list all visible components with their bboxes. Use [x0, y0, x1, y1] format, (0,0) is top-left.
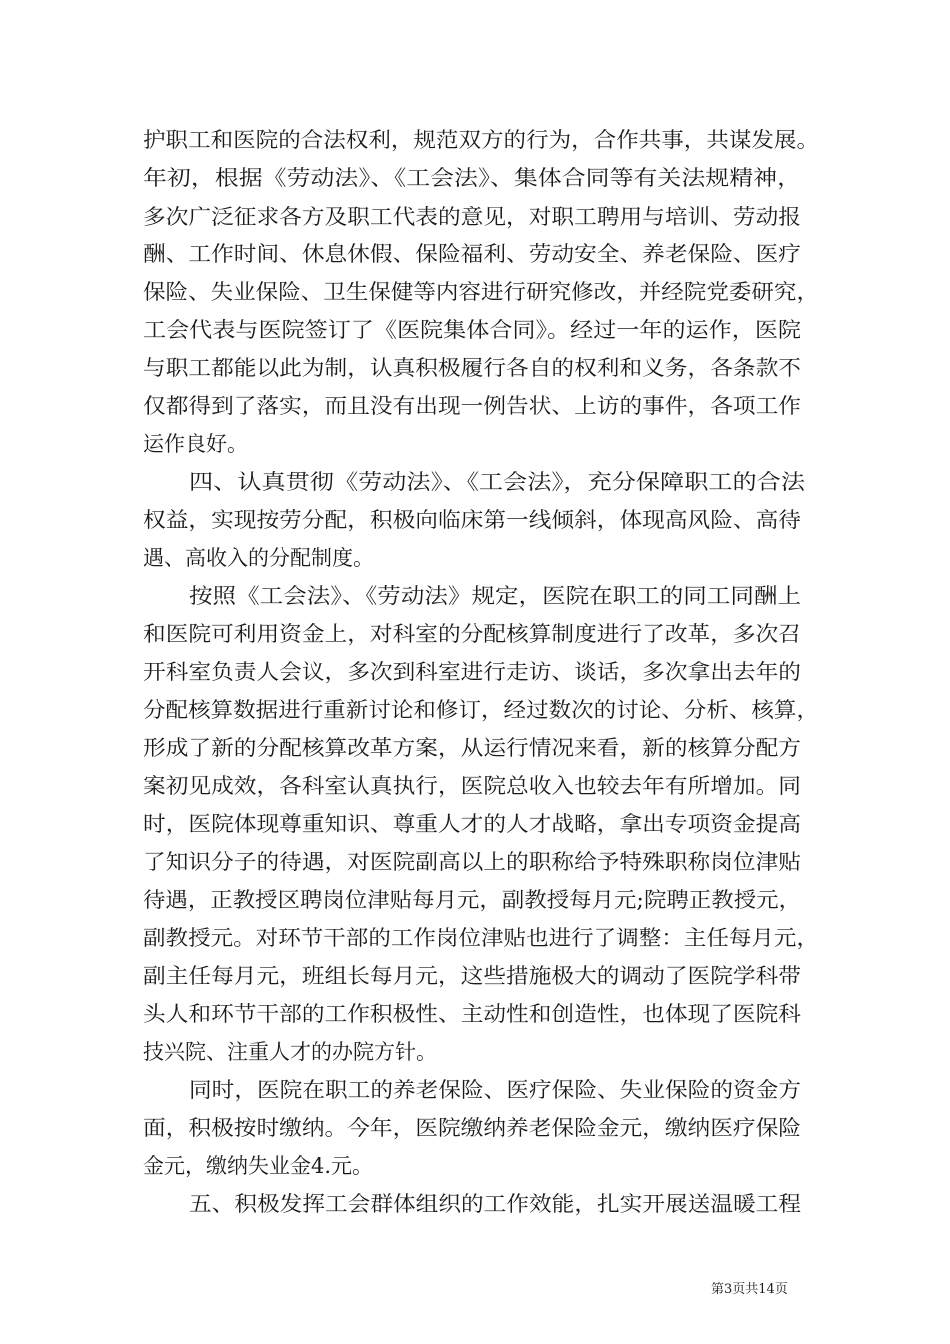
- text-line: [0, 804, 950, 844]
- text-line-content: 仅都得到了落实，而且没有出现一例告状、上访的事件，各项工作: [143, 394, 801, 418]
- text-line-content: 技兴院、注重人才的办院方针。: [143, 1040, 437, 1064]
- text-line: [0, 728, 950, 768]
- text-line-content: 面，积极按时缴纳。今年，医院缴纳养老保险金元，缴纳医疗保险: [143, 1116, 801, 1140]
- text-line: [0, 462, 950, 502]
- text-line-content: 金元，缴纳失业金4.元。: [143, 1154, 374, 1178]
- text-line: [0, 652, 950, 692]
- text-line: [0, 120, 950, 160]
- text-line-content: 保险、失业保险、卫生保健等内容进行研究修改，并经院党委研究，: [143, 280, 820, 304]
- text-line-content: 遇、高收入的分配制度。: [143, 546, 374, 570]
- text-line-content: 副主任每月元，班组长每月元，这些措施极大的调动了医院学科带: [143, 964, 801, 988]
- text-line: [0, 158, 950, 198]
- text-line: [0, 1146, 950, 1186]
- text-line: [0, 614, 950, 654]
- text-line-content: 护职工和医院的合法权利，规范双方的行为，合作共事，共谋发展。: [143, 128, 820, 152]
- text-line: [0, 1184, 950, 1224]
- text-line: [0, 1032, 950, 1072]
- text-line-content: 分配核算数据进行重新讨论和修订，经过数次的讨论、分析、核算，: [143, 698, 820, 722]
- text-line: [0, 880, 950, 920]
- text-line: [0, 197, 950, 237]
- text-line-content: 形成了新的分配核算改革方案，从运行情况来看，新的核算分配方: [143, 736, 801, 760]
- text-line: [0, 348, 950, 388]
- text-line-content: 五、积极发挥工会群体组织的工作效能，扎实开展送温暖工程: [189, 1192, 802, 1216]
- text-line-content: 权益，实现按劳分配，积极向临床第一线倾斜，体现高风险、高待: [143, 508, 801, 532]
- text-line-content: 工会代表与医院签订了《医院集体合同》。经过一年的运作，医院: [143, 318, 801, 342]
- text-line-content: 年初，根据《劳动法》、《工会法》、集体合同等有关法规精神，: [143, 166, 801, 190]
- text-line-content: 酬、工作时间、休息休假、保险福利、劳动安全、养老保险、医疗: [143, 242, 801, 266]
- page-footer: [0, 1279, 950, 1301]
- text-line: [0, 538, 950, 578]
- text-line-content: 同时，医院在职工的养老保险、医疗保险、失业保险的资金方: [189, 1078, 802, 1102]
- text-line-content: 多次广泛征求各方及职工代表的意见，对职工聘用与培训、劳动报: [143, 205, 801, 229]
- text-line-content: 副教授元。对环节干部的工作岗位津贴也进行了调整：主任每月元，: [143, 926, 820, 950]
- text-line: [0, 386, 950, 426]
- text-line-content: 运作良好。: [143, 432, 248, 456]
- text-line-content: 和医院可利用资金上，对科室的分配核算制度进行了改革，多次召: [143, 622, 801, 646]
- text-line: [0, 424, 950, 464]
- text-line: [0, 842, 950, 882]
- text-line-content: 待遇，正教授区聘岗位津贴每月元，副教授每月元;院聘正教授元，: [143, 888, 801, 912]
- text-line: [0, 272, 950, 312]
- text-line: [0, 690, 950, 730]
- text-line: [0, 1108, 950, 1148]
- text-line: [0, 1070, 950, 1110]
- text-line: [0, 956, 950, 996]
- text-line-content: 四、认真贯彻《劳动法》、《工会法》，充分保障职工的合法: [189, 470, 805, 494]
- text-line: [0, 234, 950, 274]
- text-line-content: 案初见成效，各科室认真执行，医院总收入也较去年有所增加。同: [143, 774, 801, 798]
- text-line-content: 按照《工会法》、《劳动法》规定，医院在职工的同工同酬上: [189, 584, 801, 608]
- page-number: 第3页共14页: [711, 1282, 788, 1297]
- text-line-content: 头人和环节干部的工作积极性、主动性和创造性，也体现了医院科: [143, 1002, 801, 1026]
- text-line-content: 开科室负责人会议，多次到科室进行走访、谈话，多次拿出去年的: [143, 660, 801, 684]
- text-line: [0, 918, 950, 958]
- text-line: [0, 500, 950, 540]
- text-line: [0, 766, 950, 806]
- text-line: [0, 994, 950, 1034]
- text-line-content: 与职工都能以此为制，认真积极履行各自的权利和义务，各条款不: [143, 356, 801, 380]
- text-line: [0, 576, 950, 616]
- text-line: [0, 310, 950, 350]
- text-line-content: 了知识分子的待遇，对医院副高以上的职称给予特殊职称岗位津贴: [143, 850, 801, 874]
- text-line-content: 时，医院体现尊重知识、尊重人才的人才战略，拿出专项资金提高: [143, 812, 801, 836]
